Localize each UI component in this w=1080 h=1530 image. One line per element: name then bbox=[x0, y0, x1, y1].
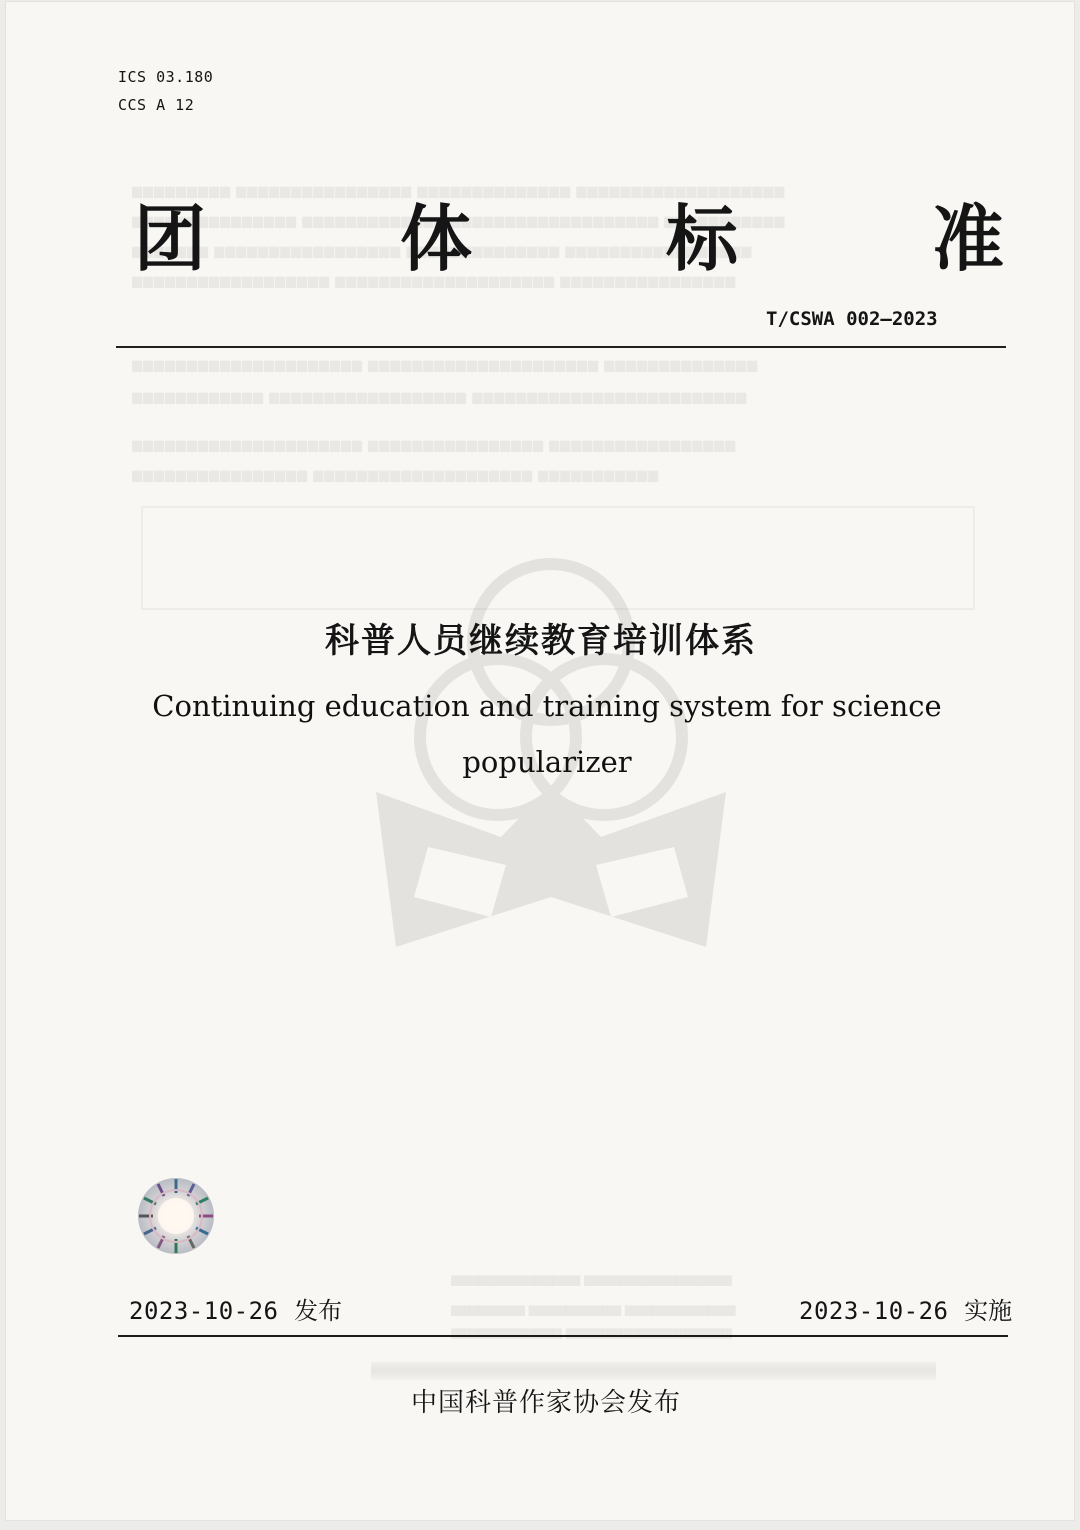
show-through-footer-text: ▆▆▆▆▆▆▆▆▆▆▆▆▆▆ ▆▆▆▆▆▆▆▆▆▆▆▆▆▆▆▆ bbox=[451, 1272, 732, 1286]
implement-label: 实施 bbox=[964, 1297, 1013, 1325]
hologram-seal-icon bbox=[136, 1176, 216, 1256]
english-title bbox=[132, 678, 962, 790]
english-title-line-2: popularizer bbox=[462, 745, 632, 779]
show-through-footer-text: ▆▆▆▆▆▆▆▆▆▆▆▆ ▆▆▆▆▆▆▆▆▆▆▆▆▆▆▆▆▆▆ bbox=[451, 1325, 732, 1339]
publish-label: 发布 bbox=[294, 1297, 343, 1325]
ics-code: ICS 03.180 bbox=[118, 68, 214, 86]
show-through-text: ▆▆▆▆▆▆▆▆▆▆▆▆▆▆▆▆▆▆▆▆▆ ▆▆▆▆▆▆▆▆▆▆▆▆▆▆▆▆ ▆▆▆▆▆▆▆▆▆▆▆▆▆▆▆▆▆ bbox=[132, 438, 737, 453]
ccs-code: CCS A 12 bbox=[118, 96, 195, 114]
scan-shade-band bbox=[371, 1362, 936, 1380]
heading-char: 标 bbox=[665, 197, 738, 281]
publish-date-block bbox=[129, 1291, 342, 1326]
show-through-text: ▆▆▆▆▆▆▆▆▆▆▆▆▆▆▆ ▆▆▆▆▆▆▆▆▆▆▆▆▆ ▆▆▆▆▆▆▆▆▆▆▆▆▆▆▆▆▆▆▆ ▆▆▆▆▆▆▆▆▆▆▆ bbox=[132, 214, 786, 229]
standard-type-heading bbox=[134, 194, 1004, 284]
heading-char: 团 bbox=[134, 197, 207, 281]
show-through-text: ▆▆▆▆▆▆▆ ▆▆▆▆▆▆▆▆▆▆▆▆▆▆▆▆▆ ▆▆▆▆▆▆▆▆▆▆▆▆▆▆ ▆▆▆▆▆▆▆▆▆▆▆▆▆▆▆▆▆ bbox=[132, 244, 753, 259]
heading-char: 准 bbox=[931, 197, 1004, 281]
chinese-title: 科普人员继续教育培训体系 bbox=[325, 621, 757, 661]
show-through-text: ▆▆▆▆▆▆▆▆▆▆▆▆ ▆▆▆▆▆▆▆▆▆▆▆▆▆▆▆▆▆▆ ▆▆▆▆▆▆▆▆▆▆▆▆▆▆▆▆▆▆▆▆▆▆▆▆▆ bbox=[132, 390, 748, 405]
english-title-line-1: Continuing education and training system for science bbox=[152, 689, 942, 723]
publisher: 中国科普作家协会发布 bbox=[410, 1388, 681, 1418]
document-page bbox=[6, 2, 1074, 1520]
show-through-box bbox=[141, 506, 975, 610]
show-through-text: ▆▆▆▆▆▆▆▆▆▆▆▆▆▆▆▆▆▆▆▆▆ ▆▆▆▆▆▆▆▆▆▆▆▆▆▆▆▆▆▆▆▆▆ ▆▆▆▆▆▆▆▆▆▆▆▆▆▆ bbox=[132, 358, 759, 373]
implement-date: 2023-10-26 bbox=[799, 1297, 949, 1325]
heading-char: 体 bbox=[399, 197, 472, 281]
show-through-text: ▆▆▆▆▆▆▆▆▆▆▆▆▆▆▆▆▆▆ ▆▆▆▆▆▆▆▆▆▆▆▆▆▆▆▆▆▆▆▆ ▆▆▆▆▆▆▆▆▆▆▆▆▆▆▆▆ bbox=[132, 274, 737, 289]
top-divider bbox=[116, 346, 1006, 348]
standard-number: T/CSWA 002—2023 bbox=[766, 308, 938, 330]
show-through-text: ▆▆▆▆▆▆▆▆▆▆▆▆▆▆▆▆ ▆▆▆▆▆▆▆▆▆▆▆▆▆▆▆▆▆▆▆▆ ▆▆▆▆▆▆▆▆▆▆▆ bbox=[132, 468, 660, 483]
show-through-footer-text: ▆▆▆▆▆▆▆▆ ▆▆▆▆▆▆▆▆▆▆ ▆▆▆▆▆▆▆▆▆▆▆▆ bbox=[451, 1302, 736, 1316]
publish-date: 2023-10-26 bbox=[129, 1297, 279, 1325]
show-through-text: ▆▆▆▆▆▆▆▆▆ ▆▆▆▆▆▆▆▆▆▆▆▆▆▆▆▆ ▆▆▆▆▆▆▆▆▆▆▆▆▆▆ ▆▆▆▆▆▆▆▆▆▆▆▆▆▆▆▆▆▆▆ bbox=[132, 184, 786, 199]
